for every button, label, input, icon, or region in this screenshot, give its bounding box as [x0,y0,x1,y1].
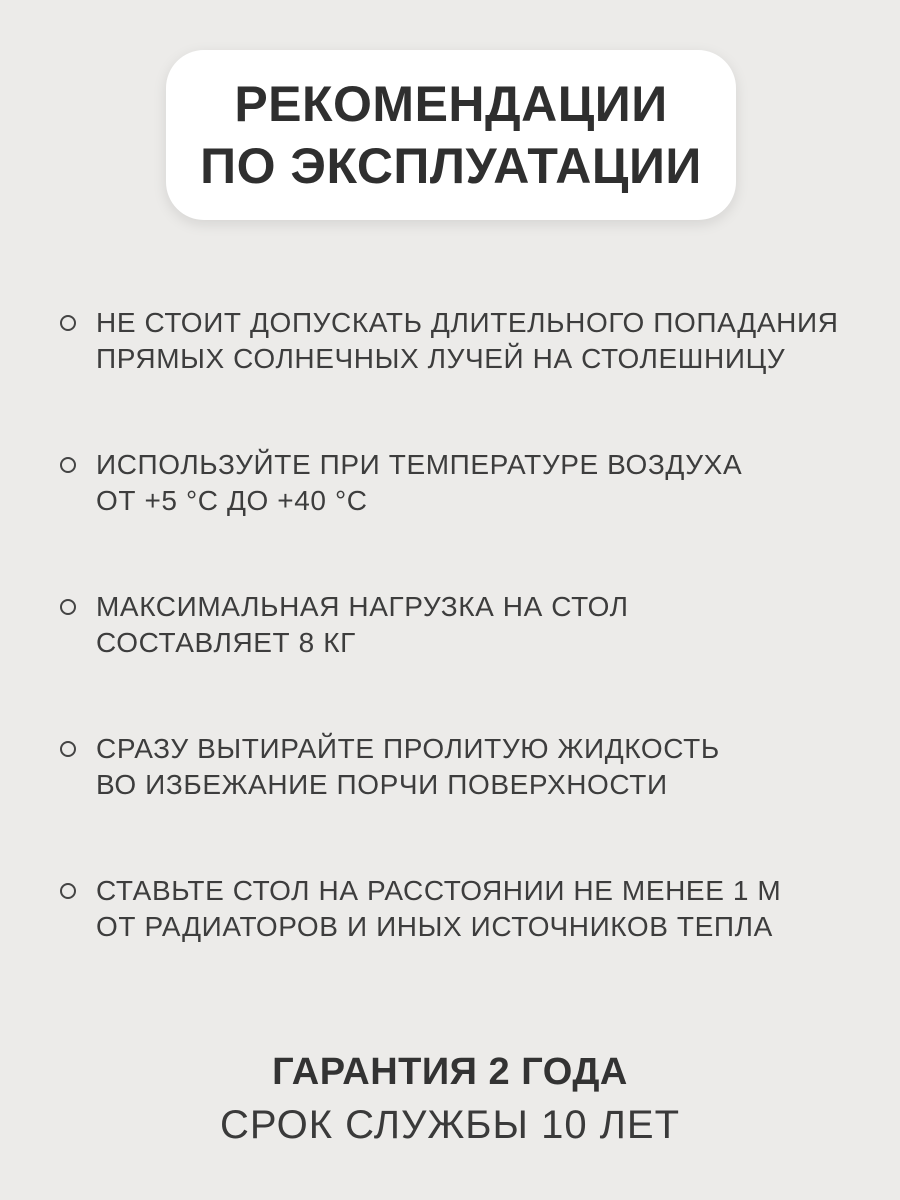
list-item-line-1: СРАЗУ ВЫТИРАЙТЕ ПРОЛИТУЮ ЖИДКОСТЬ [96,733,720,764]
list-item-line-2: ОТ РАДИАТОРОВ И ИНЫХ ИСТОЧНИКОВ ТЕПЛА [96,911,773,942]
list-item-line-2: ОТ +5 °С ДО +40 °С [96,485,368,516]
title-card [166,50,736,220]
recommendations-list [60,305,880,1015]
title-line-2: ПО ЭКСПЛУАТАЦИИ [200,138,702,194]
list-item-line-2: ВО ИЗБЕЖАНИЕ ПОРЧИ ПОВЕРХНОСТИ [96,769,668,800]
list-item-line-2: ПРЯМЫХ СОЛНЕЧНЫХ ЛУЧЕЙ НА СТОЛЕШНИЦУ [96,343,786,374]
circle-bullet-icon [60,741,76,757]
footer [0,1045,900,1151]
list-item-line-1: МАКСИМАЛЬНАЯ НАГРУЗКА НА СТОЛ [96,591,629,622]
list-item-line-1: ИСПОЛЬЗУЙТЕ ПРИ ТЕМПЕРАТУРЕ ВОЗДУХА [96,449,743,480]
title-line-1: РЕКОМЕНДАЦИИ [234,76,668,132]
list-item [60,873,880,1015]
list-item [60,589,880,731]
list-item-line-1: СТАВЬТЕ СТОЛ НА РАССТОЯНИИ НЕ МЕНЕЕ 1 М [96,875,782,906]
warranty-text: ГАРАНТИЯ 2 ГОДА [272,1051,628,1093]
circle-bullet-icon [60,457,76,473]
circle-bullet-icon [60,315,76,331]
list-item [60,305,880,447]
circle-bullet-icon [60,883,76,899]
list-item-line-2: СОСТАВЛЯЕТ 8 КГ [96,627,356,658]
list-item [60,447,880,589]
service-life-text: СРОК СЛУЖБЫ 10 ЛЕТ [219,1103,681,1147]
circle-bullet-icon [60,599,76,615]
list-item-line-1: НЕ СТОИТ ДОПУСКАТЬ ДЛИТЕЛЬНОГО ПОПАДАНИЯ [96,307,839,338]
list-item [60,731,880,873]
